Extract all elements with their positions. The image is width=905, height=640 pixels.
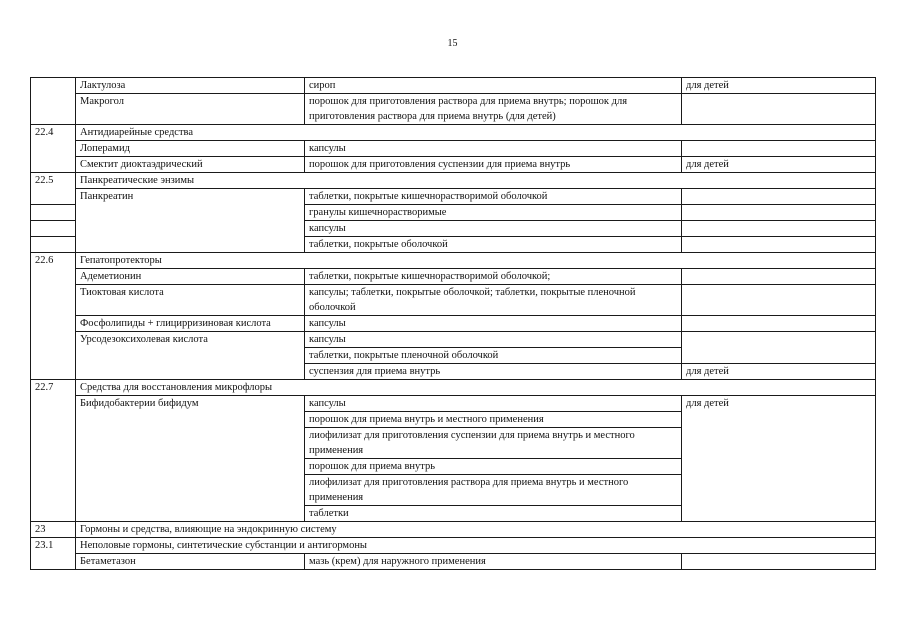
dosage-form-cell: мазь (крем) для наружного применения	[305, 554, 682, 570]
note-cell	[682, 221, 876, 237]
drug-name-cell: Урсодезоксихолевая кислота	[76, 332, 305, 380]
drug-name-cell: Макрогол	[76, 94, 305, 125]
dosage-form-cell: порошок для приема внутрь	[305, 459, 682, 475]
section-title: Средства для восстановления микрофлоры	[76, 380, 876, 396]
dosage-form-cell: порошок для приготовления раствора для приема внутрь; порошок для приготовления раствора для приема внутрь (для детей)	[305, 94, 682, 125]
dosage-form-cell: порошок для приема внутрь и местного применения	[305, 412, 682, 428]
note-cell	[682, 237, 876, 253]
table-row	[31, 396, 876, 412]
drug-name-cell: Панкреатин	[76, 189, 305, 253]
section-code: 22.7	[31, 380, 76, 522]
section-title: Неполовые гормоны, синтетические субстанции и антигормоны	[76, 538, 876, 554]
note-cell	[682, 316, 876, 332]
section-code: 23	[31, 522, 76, 538]
dosage-form-cell: лиофилизат для приготовления раствора для приема внутрь и местного применения	[305, 475, 682, 506]
section-title: Гормоны и средства, влияющие на эндокринную систему	[76, 522, 876, 538]
dosage-form-cell: таблетки	[305, 506, 682, 522]
note-cell	[682, 332, 876, 364]
drug-name-cell: Лоперамид	[76, 141, 305, 157]
section-title: Гепатопротекторы	[76, 253, 876, 269]
dosage-form-cell: капсулы; таблетки, покрытые оболочкой; таблетки, покрытые пленочной оболочкой	[305, 285, 682, 316]
note-cell	[682, 269, 876, 285]
note-cell	[682, 189, 876, 205]
section-row	[31, 380, 876, 396]
dosage-form-cell: порошок для приготовления суспензии для приема внутрь	[305, 157, 682, 173]
code-cell	[31, 237, 76, 253]
dosage-form-cell: сироп	[305, 78, 682, 94]
section-title: Панкреатические энзимы	[76, 173, 876, 189]
section-code: 22.4	[31, 125, 76, 173]
drug-name-cell: Лактулоза	[76, 78, 305, 94]
note-cell: для детей	[682, 78, 876, 94]
section-row	[31, 538, 876, 554]
note-cell: для детей	[682, 396, 876, 522]
section-code: 22.5	[31, 173, 76, 205]
section-code: 22.6	[31, 253, 76, 380]
dosage-form-cell: суспензия для приема внутрь	[305, 364, 682, 380]
table-row	[31, 78, 876, 94]
dosage-form-cell: капсулы	[305, 316, 682, 332]
section-row	[31, 522, 876, 538]
section-code: 23.1	[31, 538, 76, 570]
table-row	[31, 94, 876, 125]
section-row	[31, 125, 876, 141]
note-cell	[682, 554, 876, 570]
drug-name-cell: Смектит диоктаэдрический	[76, 157, 305, 173]
note-cell: для детей	[682, 157, 876, 173]
code-cell	[31, 221, 76, 237]
table-row	[31, 316, 876, 332]
drug-list-table	[30, 77, 876, 570]
drug-name-cell: Бетаметазон	[76, 554, 305, 570]
dosage-form-cell: таблетки, покрытые оболочкой	[305, 237, 682, 253]
dosage-form-cell: гранулы кишечнорастворимые	[305, 205, 682, 221]
dosage-form-cell: капсулы	[305, 221, 682, 237]
code-cell	[31, 78, 76, 125]
dosage-form-cell: капсулы	[305, 332, 682, 348]
note-cell	[682, 94, 876, 125]
dosage-form-cell: таблетки, покрытые кишечнорастворимой оболочкой;	[305, 269, 682, 285]
table-row	[31, 332, 876, 348]
code-cell	[31, 205, 76, 221]
drug-name-cell: Бифидобактерии бифидум	[76, 396, 305, 522]
drug-name-cell: Адеметионин	[76, 269, 305, 285]
note-cell	[682, 285, 876, 316]
section-row	[31, 173, 876, 189]
note-cell: для детей	[682, 364, 876, 380]
dosage-form-cell: лиофилизат для приготовления суспензии для приема внутрь и местного применения	[305, 428, 682, 459]
table-row	[31, 269, 876, 285]
dosage-form-cell: таблетки, покрытые пленочной оболочкой	[305, 348, 682, 364]
dosage-form-cell: капсулы	[305, 396, 682, 412]
section-row	[31, 253, 876, 269]
table-row	[31, 285, 876, 316]
table-row	[31, 189, 876, 205]
note-cell	[682, 141, 876, 157]
note-cell	[682, 205, 876, 221]
dosage-form-cell: таблетки, покрытые кишечнорастворимой оболочкой	[305, 189, 682, 205]
table-row	[31, 157, 876, 173]
drug-name-cell: Фосфолипиды + глицирризиновая кислота	[76, 316, 305, 332]
table-row	[31, 554, 876, 570]
table-row	[31, 141, 876, 157]
dosage-form-cell: капсулы	[305, 141, 682, 157]
drug-name-cell: Тиоктовая кислота	[76, 285, 305, 316]
page-number: 15	[447, 38, 458, 49]
section-title: Антидиарейные средства	[76, 125, 876, 141]
